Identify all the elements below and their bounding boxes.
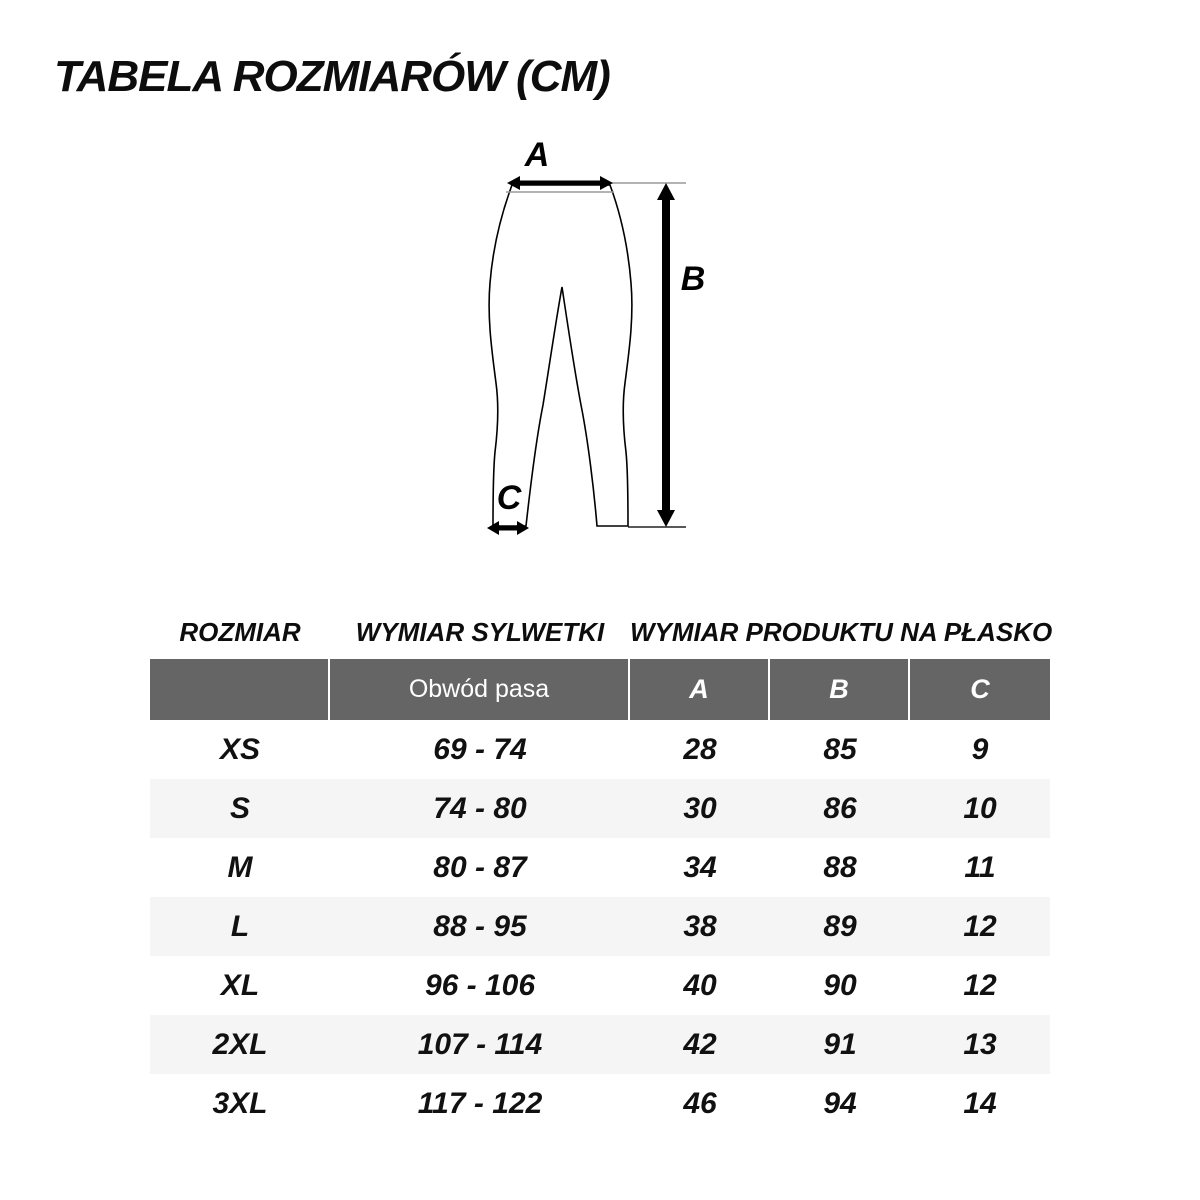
column-group-header-body-measurement: WYMIAR SYLWETKI bbox=[355, 617, 605, 647]
waist-cell: 80 - 87 bbox=[433, 850, 527, 884]
column-group-header-product-flat: WYMIAR PRODUKTU NA PŁASKO bbox=[630, 617, 1053, 647]
size-cell: XS bbox=[219, 732, 261, 766]
subheader-waist-cell: Obwód pasa bbox=[330, 659, 630, 720]
a-cell: 38 bbox=[683, 909, 717, 943]
table-row bbox=[150, 838, 1050, 897]
b-cell: 85 bbox=[823, 732, 857, 766]
a-cell: 42 bbox=[683, 1027, 717, 1061]
a-cell: 34 bbox=[683, 850, 717, 884]
b-cell: 88 bbox=[823, 850, 857, 884]
waist-cell: 107 - 114 bbox=[417, 1027, 543, 1061]
a-cell: 40 bbox=[683, 968, 717, 1002]
subheader-c-cell: C bbox=[970, 674, 990, 704]
c-cell: 10 bbox=[963, 791, 997, 825]
c-cell: 12 bbox=[963, 909, 997, 943]
table-subheader-row bbox=[150, 659, 1050, 720]
a-cell: 46 bbox=[683, 1086, 717, 1120]
waist-cell: 74 - 80 bbox=[433, 791, 527, 825]
subheader-a-cell: A bbox=[630, 659, 770, 720]
subheader-empty-cell bbox=[150, 659, 330, 720]
a-cell: 30 bbox=[683, 791, 717, 825]
pants-outline bbox=[489, 185, 632, 526]
b-cell: 86 bbox=[823, 791, 857, 825]
table-row bbox=[150, 956, 1050, 1015]
subheader-b-cell: B bbox=[770, 659, 910, 720]
size-cell: 3XL bbox=[212, 1086, 268, 1120]
table-row bbox=[150, 1015, 1050, 1074]
size-cell: XL bbox=[220, 968, 260, 1002]
table-row bbox=[150, 779, 1050, 838]
size-table bbox=[150, 659, 1050, 1133]
c-cell: 11 bbox=[964, 850, 996, 884]
waist-cell: 69 - 74 bbox=[433, 732, 527, 766]
pants-measurement-diagram bbox=[440, 130, 715, 550]
b-cell: 91 bbox=[823, 1027, 857, 1061]
a-cell: 28 bbox=[683, 732, 717, 766]
table-row bbox=[150, 720, 1050, 779]
size-cell: L bbox=[230, 909, 250, 943]
c-cell: 12 bbox=[963, 968, 997, 1002]
label-a: A bbox=[524, 136, 550, 174]
label-b: B bbox=[680, 260, 706, 298]
page-title: TABELA ROZMIARÓW (CM) bbox=[54, 52, 610, 101]
label-c: C bbox=[496, 479, 522, 517]
c-cell: 13 bbox=[963, 1027, 997, 1061]
size-cell: S bbox=[229, 791, 250, 825]
length-arrow-b bbox=[657, 183, 675, 527]
size-cell: M bbox=[227, 850, 253, 884]
column-group-header-size: ROZMIAR bbox=[179, 617, 301, 647]
b-cell: 94 bbox=[823, 1086, 857, 1120]
waist-cell: 117 - 122 bbox=[417, 1086, 543, 1120]
c-cell: 9 bbox=[971, 732, 989, 766]
waist-cell: 96 - 106 bbox=[424, 968, 536, 1002]
waist-cell: 88 - 95 bbox=[433, 909, 527, 943]
b-cell: 90 bbox=[823, 968, 857, 1002]
c-cell: 14 bbox=[963, 1086, 997, 1120]
size-cell: 2XL bbox=[212, 1027, 268, 1061]
width-arrow-a bbox=[507, 176, 613, 190]
table-row bbox=[150, 1074, 1050, 1133]
table-row bbox=[150, 897, 1050, 956]
b-cell: 89 bbox=[823, 909, 857, 943]
